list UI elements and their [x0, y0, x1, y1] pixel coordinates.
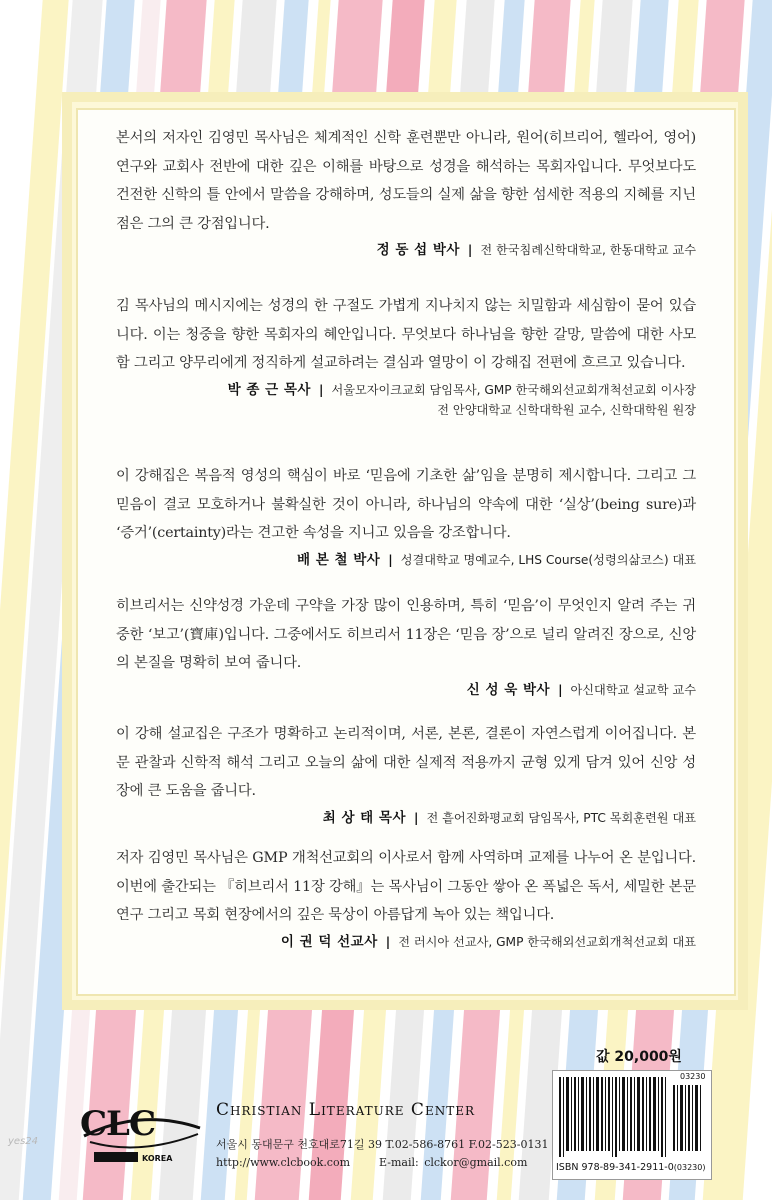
isbn-main: ISBN 978-89-341-2911-0	[556, 1162, 674, 1173]
endorser-name: 신 성 욱 박사	[466, 681, 551, 698]
publisher-address: 서울시 동대문구 천호대로71길 39 T.02-586-8761 F.02-523-0131	[216, 1138, 549, 1151]
endorsement-6	[116, 844, 696, 952]
endorsement-3	[116, 462, 696, 592]
endorser-name: 배 본 철 박사	[296, 551, 381, 568]
endorsements-section	[116, 124, 696, 952]
publisher-website[interactable]: http://www.clcbook.com	[216, 1156, 351, 1169]
separator-bar: |	[467, 243, 473, 257]
separator-bar: |	[318, 382, 324, 397]
separator-bar: |	[388, 552, 393, 567]
endorsement-signature	[116, 240, 696, 260]
logo-text: CLC	[80, 1104, 156, 1144]
endorsement-5	[116, 720, 696, 844]
endorser-role: 전 한국침례신학대학교, 한동대학교 교수	[480, 243, 696, 257]
endorser-role-line2: 전 안양대학교 신학대학원 교수, 신학대학원 원장	[437, 402, 696, 417]
endorsement-text: 본서의 저자인 김영민 목사님은 체계적인 신학 훈련뿐만 아니라, 원어(히브리어, 헬라어, 영어) 연구와 교회사 전반에 대한 깊은 이해를 바탕으로 성경을 해석하는 목회자입니다. 무엇보다도 건전한 신학의 틀 안에서 말씀을 강해하며, 성도들의 실제 삶을 향한 섬세한 적용의 지혜를 지닌 점은 그의 큰 강점입니다.	[116, 130, 696, 232]
endorsement-text: 히브리서는 신약성경 가운데 구약을 가장 많이 인용하며, 특히 ‘믿음’이 무엇인지 알려 주는 귀중한 ‘보고’(寶庫)입니다. 그중에서도 히브리서 11장은 ‘믿음 장’으로 널리 알려진 장으로, 신앙의 본질을 명확히 보여 줍니다.	[116, 598, 696, 671]
endorser-role: 전 러시아 선교사, GMP 한국해외선교회개척선교회 대표	[398, 934, 696, 949]
endorsement-4	[116, 592, 696, 720]
isbn-addon: 03230	[680, 1072, 706, 1081]
endorser-role: 아신대학교 설교학 교수	[570, 682, 696, 697]
endorser-name: 최 상 태 목사	[322, 809, 407, 826]
yes24-watermark: yes24	[8, 1136, 39, 1147]
isbn-number	[556, 1162, 705, 1173]
endorser-role: 성결대학교 명예교수, LHS Course(성령의삶코스) 대표	[400, 552, 696, 567]
publisher-email[interactable]: E-mail: clckor@gmail.com	[379, 1156, 528, 1169]
endorsement-text: 저자 김영민 목사님은 GMP 개척선교회의 이사로서 함께 사역하며 교제를 나누어 온 분입니다. 이번에 출간되는 『히브리서 11장 강해』는 목사님이 그동안 쌓아 온 폭넓은 독서, 세밀한 본문 연구 그리고 목회 현장에서의 깊은 묵상이 아름답게 녹아 있는 책입니다.	[116, 850, 696, 923]
logo-sub: KOREA	[142, 1154, 173, 1163]
separator-bar: |	[414, 810, 419, 825]
endorsement-signature	[116, 932, 696, 952]
publisher-contact	[216, 1156, 527, 1169]
price-label: 값 20,000원	[596, 1049, 682, 1065]
publisher-name: Christian Literature Center	[216, 1100, 476, 1120]
endorsement-2	[116, 292, 696, 462]
barcode-icon	[553, 1071, 709, 1161]
endorsement-text: 이 강해 설교집은 구조가 명확하고 논리적이며, 서론, 본론, 결론이 자연스럽게 이어집니다. 본문 관찰과 신학적 해석 그리고 오늘의 삶에 대한 실제적 적용까지 균형 있게 담겨 있어 신앙 성장에 큰 도움을 줍니다.	[116, 726, 696, 799]
endorsement-text: 이 강해집은 복음적 영성의 핵심이 바로 ‘믿음에 기초한 삶’임을 분명히 제시합니다. 그리고 그 믿음이 결코 모호하거나 불확실한 것이 아니라, 하나님의 약속에 대한 ‘실상’(being sure)과 ‘증거’(certainty)라는 견고한 속성을 지니고 있음을 강조합니다.	[116, 468, 696, 541]
endorsement-signature	[116, 680, 696, 700]
endorsement-text: 김 목사님의 메시지에는 성경의 한 구절도 가볍게 지나치지 않는 치밀함과 세심함이 묻어 있습니다. 이는 청중을 향한 목회자의 혜안입니다. 무엇보다 하나님을 향한 갈망, 말씀에 대한 사모함 그리고 양무리에게 정직하게 설교하려는 결심과 열망이 이 강해집 전편에 흐르고 있습니다.	[116, 298, 696, 371]
endorser-role: 서울모자이크교회 담임목사, GMP 한국해외선교회개척선교회 이사장	[331, 382, 696, 397]
endorsement-1	[116, 124, 696, 292]
endorser-name: 이 권 덕 선교사	[280, 933, 378, 950]
endorsement-signature	[116, 808, 696, 828]
endorsement-signature	[116, 550, 696, 570]
clc-logo	[80, 1098, 206, 1168]
endorser-name: 정 동 섭 박사	[376, 242, 460, 258]
isbn-suffix: (03230)	[673, 1163, 706, 1172]
separator-bar: |	[385, 934, 391, 949]
endorser-role: 전 흩어진화평교회 담임목사, PTC 목회훈련원 대표	[426, 810, 696, 825]
endorsement-signature	[116, 380, 696, 400]
endorser-name: 박 종 근 목사	[227, 381, 311, 398]
separator-bar: |	[558, 682, 563, 697]
